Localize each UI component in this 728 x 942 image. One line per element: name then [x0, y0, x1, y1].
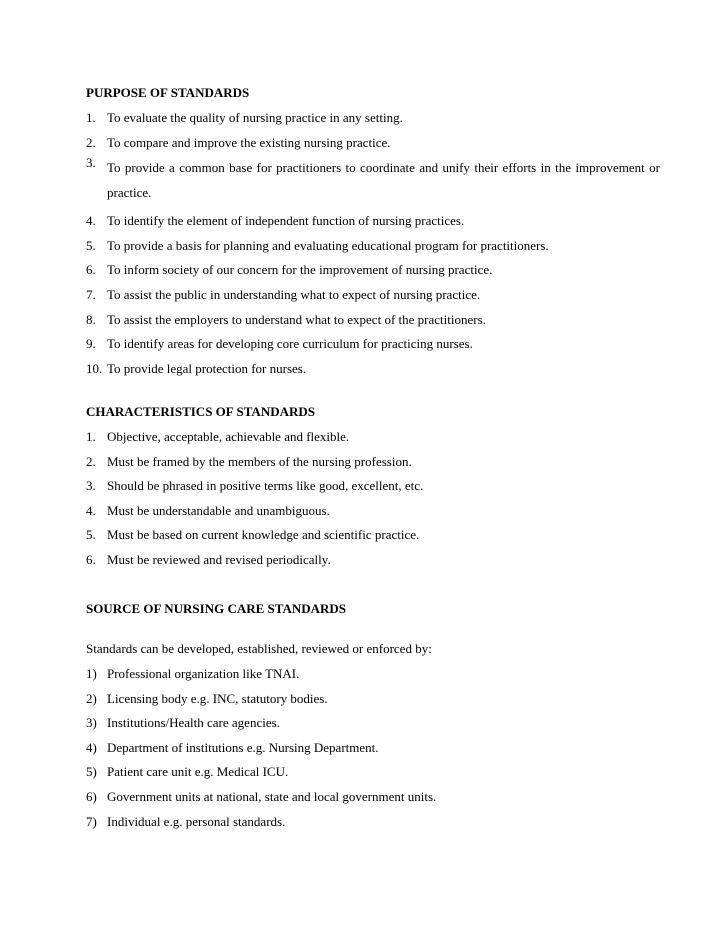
item-number: 7) — [86, 813, 97, 829]
list-item — [86, 454, 660, 470]
item-number: 4) — [86, 739, 97, 755]
item-number: 4. — [86, 502, 96, 518]
list-item — [86, 666, 660, 682]
item-text: To evaluate the quality of nursing practice in any setting. — [107, 110, 403, 125]
list-item — [86, 155, 660, 205]
item-number: 1. — [86, 429, 96, 444]
purpose-section — [86, 85, 660, 385]
item-text: Individual e.g. personal standards. — [107, 813, 286, 829]
item-number: 5. — [86, 237, 96, 253]
item-text: Licensing body e.g. INC, statutory bodies. — [107, 690, 328, 706]
item-text: To assist the employers to understand what to expect of the practitioners. — [107, 311, 486, 327]
item-number: 4. — [86, 213, 96, 229]
list-item — [86, 691, 660, 707]
source-section — [86, 601, 660, 838]
item-number: 1. — [86, 110, 96, 125]
list-item — [86, 740, 660, 756]
item-number: 10. — [86, 360, 103, 376]
item-number: 3. — [86, 478, 96, 494]
item-text: Professional organization like TNAI. — [107, 666, 300, 681]
numbered-list — [86, 429, 660, 568]
item-text: Must be reviewed and revised periodically. — [107, 551, 331, 567]
item-number: 2) — [86, 690, 97, 706]
item-text: Should be phrased in positive terms like good, excellent, etc. — [107, 478, 424, 494]
list-item — [86, 715, 660, 731]
item-number: 2. — [86, 134, 96, 150]
list-item — [86, 213, 660, 229]
item-number: 3) — [86, 715, 97, 731]
item-number: 8. — [86, 311, 96, 327]
item-text: Department of institutions e.g. Nursing Department. — [107, 739, 379, 755]
item-number: 9. — [86, 336, 96, 352]
characteristics-section — [86, 404, 660, 577]
item-number: 6. — [86, 551, 96, 567]
section-heading: CHARACTERISTICS OF STANDARDS — [86, 404, 315, 419]
list-item — [86, 287, 660, 303]
list-item — [86, 503, 660, 519]
item-text: To identify the element of independent function of nursing practices. — [107, 213, 465, 229]
list-item — [86, 552, 660, 568]
item-text: Must be understandable and unambiguous. — [107, 502, 330, 518]
item-text: To assist the public in understanding what to expect of nursing practice. — [107, 287, 481, 303]
item-text: Government units at national, state and local government units. — [107, 788, 437, 804]
list-item — [86, 478, 660, 494]
item-number: 3. — [86, 154, 96, 170]
item-text: Institutions/Health care agencies. — [107, 715, 280, 731]
list-item — [86, 361, 660, 377]
list-item — [86, 135, 660, 151]
numbered-list — [86, 110, 660, 377]
section-intro: Standards can be developed, established, reviewed or enforced by: — [86, 641, 432, 656]
item-number: 7. — [86, 287, 96, 303]
list-item — [86, 238, 660, 254]
item-number: 6) — [86, 788, 97, 804]
list-item — [86, 429, 660, 445]
item-text: Must be framed by the members of the nursing profession. — [107, 453, 412, 469]
item-number: 2. — [86, 453, 96, 469]
list-item — [86, 262, 660, 278]
list-item — [86, 312, 660, 328]
item-number: 5) — [86, 764, 97, 780]
item-text: To provide a basis for planning and evaluating educational program for practitioners. — [107, 237, 549, 253]
item-text: Must be based on current knowledge and scientific practice. — [107, 527, 420, 543]
numbered-list — [86, 666, 660, 830]
item-text: To compare and improve the existing nursing practice. — [107, 134, 391, 150]
item-number: 1) — [86, 666, 97, 681]
list-item — [86, 336, 660, 352]
list-item — [86, 527, 660, 543]
item-text: Objective, acceptable, achievable and flexible. — [107, 429, 350, 444]
list-item — [86, 789, 660, 805]
item-text: Patient care unit e.g. Medical ICU. — [107, 764, 289, 780]
item-text: To identify areas for developing core curriculum for practicing nurses. — [107, 336, 473, 352]
section-heading: SOURCE OF NURSING CARE STANDARDS — [86, 601, 347, 616]
item-text: To inform society of our concern for the improvement of nursing practice. — [107, 262, 493, 278]
section-heading: PURPOSE OF STANDARDS — [86, 85, 250, 100]
item-text: To provide a common base for practitioners to coordinate and unify their efforts in the improvement or practice. — [107, 159, 660, 200]
item-number: 5. — [86, 527, 96, 543]
list-item — [86, 814, 660, 830]
item-text: To provide legal protection for nurses. — [107, 360, 307, 376]
list-item — [86, 110, 660, 126]
list-item — [86, 764, 660, 780]
item-number: 6. — [86, 262, 96, 278]
